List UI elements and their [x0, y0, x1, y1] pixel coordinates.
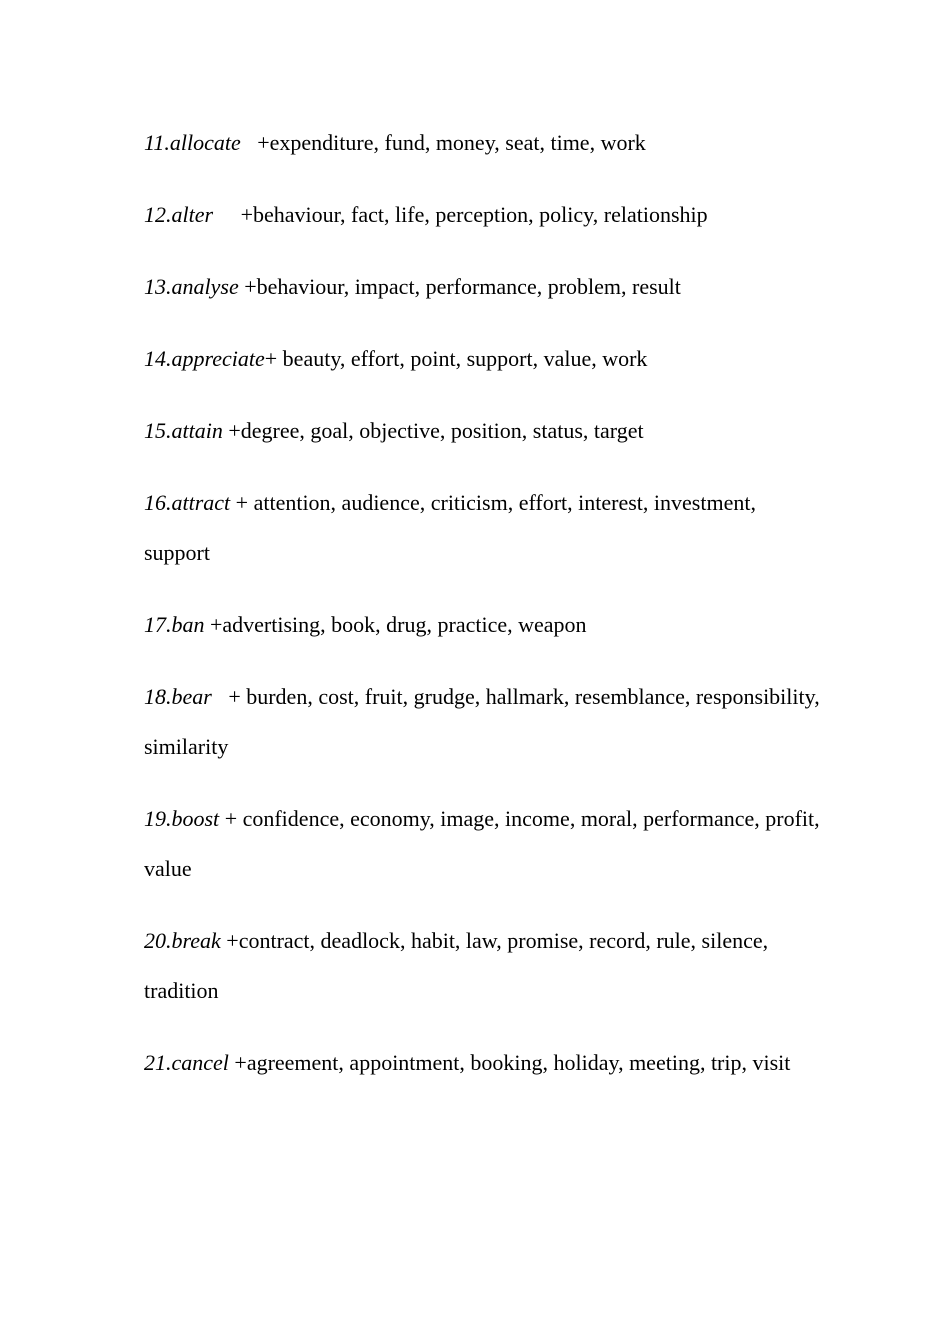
entry-attract	[144, 478, 824, 578]
entry-ban	[144, 600, 824, 650]
entry-bear	[144, 672, 824, 772]
entry-alter	[144, 190, 824, 240]
entry-break	[144, 916, 824, 1016]
headword: 19.boost	[144, 806, 220, 831]
collocates: +behaviour, fact, life, perception, policy, relationship	[213, 202, 708, 227]
collocates: + attention, audience, criticism, effort, interest, investment, support	[144, 490, 762, 565]
headword: 11.allocate	[144, 130, 241, 155]
entry-cancel	[144, 1038, 824, 1088]
collocates: +behaviour, impact, performance, problem, result	[238, 274, 681, 299]
headword: 12.alter	[144, 202, 214, 227]
collocates: +contract, deadlock, habit, law, promise, record, rule, silence, tradition	[144, 928, 774, 1003]
entry-attain	[144, 406, 824, 456]
headword: 14.appreciate	[144, 346, 265, 371]
entry-allocate	[144, 118, 824, 168]
collocates: +advertising, book, drug, practice, weapon	[204, 612, 587, 637]
document-page	[144, 118, 824, 1110]
headword: 18.bear	[144, 684, 212, 709]
headword: 16.attract	[144, 490, 231, 515]
headword: 20.break	[144, 928, 221, 953]
headword: 13.analyse	[144, 274, 239, 299]
collocates: + beauty, effort, point, support, value, work	[264, 346, 648, 371]
headword: 17.ban	[144, 612, 205, 637]
headword: 15.attain	[144, 418, 223, 443]
collocates: +expenditure, fund, money, seat, time, work	[240, 130, 646, 155]
headword: 21.cancel	[144, 1050, 229, 1075]
entry-analyse	[144, 262, 824, 312]
collocates: + confidence, economy, image, income, moral, performance, profit, value	[144, 806, 826, 881]
collocates: +degree, goal, objective, position, status, target	[222, 418, 644, 443]
entry-appreciate	[144, 334, 824, 384]
entry-boost	[144, 794, 824, 894]
collocates: +agreement, appointment, booking, holiday, meeting, trip, visit	[228, 1050, 791, 1075]
collocates: + burden, cost, fruit, grudge, hallmark, resemblance, responsibility, similarity	[144, 684, 826, 759]
